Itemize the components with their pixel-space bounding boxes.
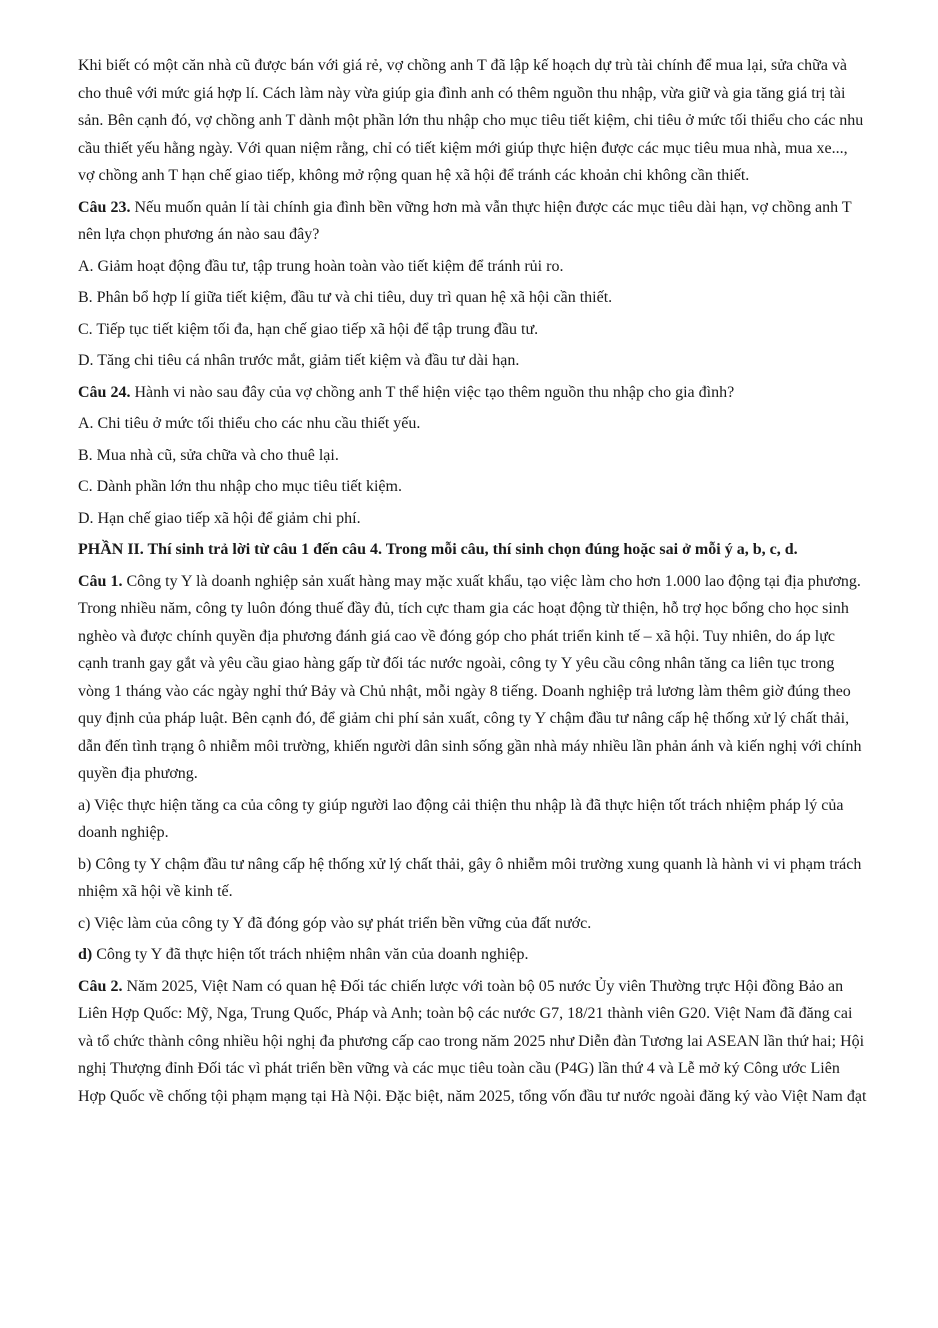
q24-option-a: A. Chi tiêu ở mức tối thiểu cho các nhu cầu thiết yếu.: [78, 415, 421, 432]
q23-option-c: C. Tiếp tục tiết kiệm tối đa, hạn chế giao tiếp xã hội để tập trung đầu tư.: [78, 320, 539, 338]
q24-option-b: B. Mua nhà cũ, sửa chữa và cho thuê lại.: [78, 446, 339, 464]
q24-option-c: C. Dành phần lớn thu nhập cho mục tiêu tiết kiệm.: [78, 478, 402, 495]
q1-item-a: a) Việc thực hiện tăng ca của công ty giúp người lao động cải thiện thu nhập là đã thực hiện tốt trách nhiệm pháp lý của doanh nghiệp.: [78, 796, 844, 841]
intro-paragraph: Khi biết có một căn nhà cũ được bán với giá rẻ, vợ chồng anh T đã lập kế hoạch dự trù tài chính để mua lại, sửa chữa và cho thuê với mức giá hợp lí. Cách làm này vừa giúp gia đình anh có thêm nguồn thu nhập, vừa giữ và gia tăng giá trị tài sản. Bên cạnh đó, vợ chồng anh T dành một phần lớn thu nhập cho mục tiêu tiết kiệm, chi tiêu ở mức tối thiểu cho các nhu cầu thiết yếu hằng ngày. Với quan niệm rằng, chỉ có tiết kiệm mới giúp thực hiện được các mục tiêu mua nhà, mua xe..., vợ chồng anh T hạn chế giao tiếp, không mở rộng quan hệ xã hội để tránh các khoản chi không cần thiết.: [78, 57, 864, 184]
q1-item-c: c) Việc làm của công ty Y đã đóng góp vào sự phát triển bền vững của đất nước.: [78, 914, 592, 932]
question-24: [78, 379, 868, 407]
question-1: [78, 568, 868, 788]
q1-item-b: b) Công ty Y chậm đầu tư nâng cấp hệ thống xử lý chất thải, gây ô nhiễm môi trường xung quanh là hành vi vi phạm trách nhiệm xã hội về kinh tế.: [78, 855, 862, 900]
question-text: Công ty Y là doanh nghiệp sản xuất hàng may mặc xuất khẩu, tạo việc làm cho hơn 1.000 lao động tại địa phương. Trong nhiều năm, công ty luôn đóng thuế đầy đủ, tích cực tham gia các hoạt động từ thiện, hỗ trợ học bổng cho học sinh nghèo và được chính quyền địa phương đánh giá cao về đóng góp cho phát triển kinh tế – xã hội. Tuy nhiên, do áp lực cạnh tranh gay gắt và yêu cầu giao hàng gấp từ đối tác nước ngoài, công ty Y yêu cầu công nhân tăng ca liên tục trong vòng 1 tháng vào các ngày nghỉ thứ Bảy và Chủ nhật, mỗi ngày 8 tiếng. Doanh nghiệp trả lương làm thêm giờ đúng theo quy định của pháp luật. Bên cạnh đó, để giảm chi phí sản xuất, công ty Y chậm đầu tư nâng cấp hệ thống xử lý chất thải, dẫn đến tình trạng ô nhiễm môi trường, khiến người dân sinh sống gần nhà máy nhiều lần phản ánh và kiến nghị với chính quyền địa phương.: [78, 572, 862, 782]
q24-option-d: D. Hạn chế giao tiếp xã hội để giảm chi phí.: [78, 509, 361, 527]
question-text: Nếu muốn quản lí tài chính gia đình bền vững hơn mà vẫn thực hiện được các mục tiêu dài hạn, vợ chồng anh T nên lựa chọn phương án nào sau đây?: [78, 198, 852, 243]
question-label: Câu 23.: [78, 198, 131, 216]
part-2-heading: PHẦN II. Thí sinh trả lời từ câu 1 đến câu 4. Trong mỗi câu, thí sinh chọn đúng hoặc sai ở mỗi ý a, b, c, d.: [78, 541, 798, 558]
document-page: [78, 52, 868, 1114]
question-23: [78, 194, 868, 249]
question-label: Câu 1.: [78, 572, 123, 590]
item-text: Công ty Y đã thực hiện tốt trách nhiệm nhân văn của doanh nghiệp.: [92, 946, 529, 963]
q23-option-b: B. Phân bổ hợp lí giữa tiết kiệm, đầu tư và chi tiêu, duy trì quan hệ xã hội cần thiết.: [78, 289, 613, 306]
question-label: Câu 2.: [78, 977, 123, 995]
question-2: [78, 973, 868, 1111]
question-text: Hành vi nào sau đây của vợ chồng anh T thể hiện việc tạo thêm nguồn thu nhập cho gia đình?: [130, 383, 735, 401]
item-label: d): [78, 946, 93, 963]
q23-option-a: A. Giảm hoạt động đầu tư, tập trung hoàn toàn vào tiết kiệm để tránh rủi ro.: [78, 257, 564, 275]
q23-option-d: D. Tăng chi tiêu cá nhân trước mắt, giảm tiết kiệm và đầu tư dài hạn.: [78, 352, 520, 369]
question-label: Câu 24.: [78, 383, 131, 401]
q1-item-d: [78, 941, 868, 969]
question-text: Năm 2025, Việt Nam có quan hệ Đối tác chiến lược với toàn bộ 05 nước Ủy viên Thường trực Hội đồng Bảo an Liên Hợp Quốc: Mỹ, Nga, Trung Quốc, Pháp và Anh; toàn bộ các nước G7, 18/21 thành viên G20. Việt Nam đã đăng cai và tổ chức thành công nhiều hội nghị đa phương cấp cao trong năm 2025 như Diễn đàn Tương lai ASEAN lần thứ hai; Hội nghị Thượng đỉnh Đối tác vì phát triển bền vững và các mục tiêu toàn cầu (P4G) lần thứ 4 và Lễ mở ký Công ước Liên Hợp Quốc về chống tội phạm mạng tại Hà Nội. Đặc biệt, năm 2025, tổng vốn đầu tư nước ngoài đăng ký vào Việt Nam đạt: [78, 977, 867, 1105]
